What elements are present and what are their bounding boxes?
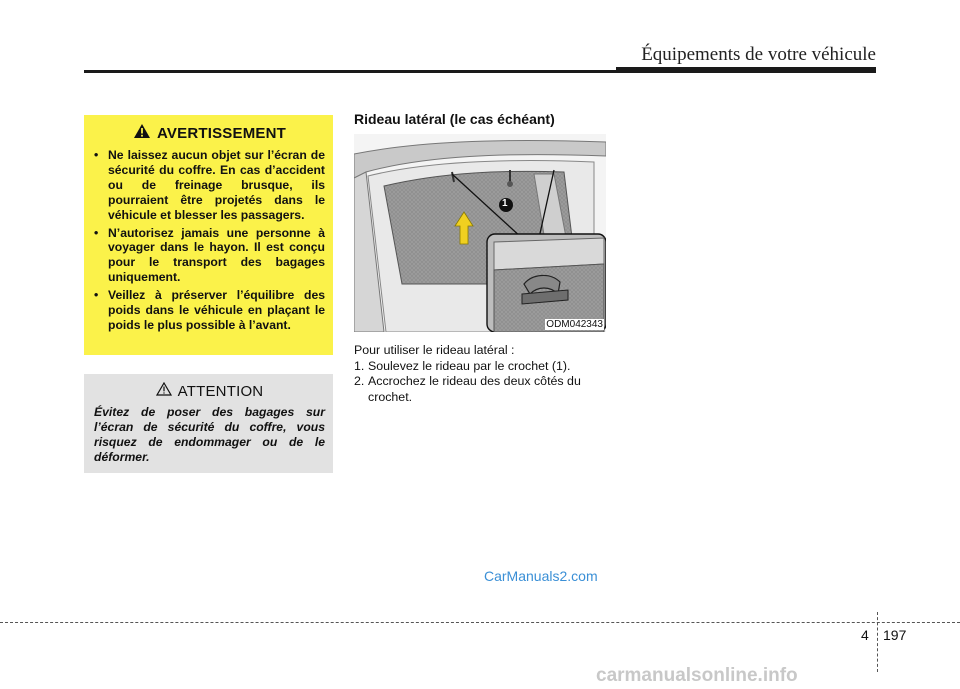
side-curtain-illustration: [354, 134, 606, 332]
side-curtain-figure: [354, 134, 606, 332]
chapter-number: 4: [861, 627, 869, 643]
warning-box: [84, 115, 333, 355]
step-item: [354, 359, 609, 375]
site-watermark: carmanualsonline.info: [596, 665, 798, 686]
page-header-title: Équipements de votre véhicule: [641, 44, 876, 65]
step-list: [354, 359, 609, 406]
warning-heading: [94, 123, 325, 144]
step-number: 1.: [354, 358, 365, 373]
warning-triangle-icon: [133, 123, 151, 144]
attention-text: Évitez de poser des bagages sur l’écran de sécurité du coffre, vous risquez de endommager ou de le déformer.: [94, 405, 325, 464]
attention-heading: [94, 382, 325, 401]
header-rule-accent: [616, 67, 876, 73]
footer-rule: [0, 622, 960, 623]
warning-title: AVERTISSEMENT: [156, 125, 286, 142]
warning-item: • Veillez à préserver l’équilibre des poids dans le véhicule en plaçant le poids le plus possible à l’avant.: [94, 288, 325, 333]
step-text: Soulevez le rideau par le crochet (1).: [368, 358, 571, 373]
caution-triangle-icon: [156, 382, 172, 401]
page-number: 197: [883, 627, 907, 643]
instructions: [354, 343, 609, 405]
warning-item: • Ne laissez aucun objet sur l’écran de sécurité du coffre. En cas d’accident ou de freinage brusque, ils pourraient être projetés dans le véhicule et blesser les passagers.: [94, 148, 325, 223]
warning-list: [94, 148, 325, 333]
instructions-intro: Pour utiliser le rideau latéral :: [354, 343, 515, 357]
callout-number: 1: [502, 198, 508, 209]
attention-title: ATTENTION: [177, 383, 264, 400]
figure-code: ODM042343: [546, 319, 603, 330]
warning-item: • N’autorisez jamais une personne à voyager dans le hayon. Il est conçu pour le transport des bagages uniquement.: [94, 226, 325, 286]
watermark-link[interactable]: CarManuals2.com: [484, 568, 598, 584]
step-text: Accrochez le rideau des deux côtés du crochet.: [368, 374, 581, 404]
step-item: [354, 374, 609, 405]
footer-divider: [877, 612, 878, 672]
step-number: 2.: [354, 374, 365, 388]
section-title: Rideau latéral (le cas échéant): [354, 111, 555, 127]
attention-box: [84, 374, 333, 473]
